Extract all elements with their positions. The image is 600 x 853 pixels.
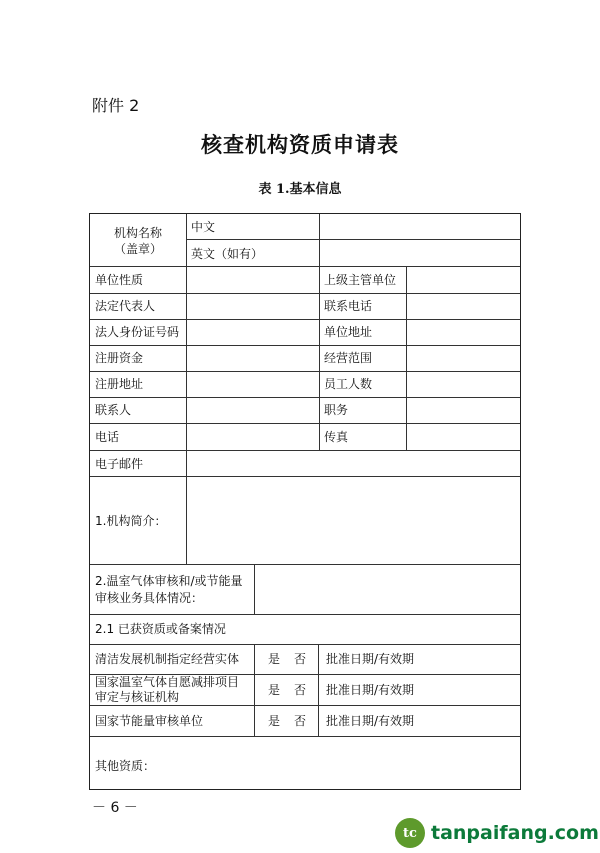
position-label: 职务	[324, 403, 349, 417]
basic-info-form	[89, 213, 521, 790]
qualification-yes: 是	[268, 652, 281, 666]
org-name-label: 机构名称	[113, 226, 162, 240]
col-divider	[186, 214, 187, 266]
attachment-label: 附件 2	[92, 96, 140, 115]
row-divider	[90, 564, 520, 565]
org-name-seal-note: （盖章）	[113, 242, 162, 256]
qualification-date-label: 批准日期/有效期	[326, 652, 415, 666]
row-divider	[90, 705, 520, 706]
name-english-label: 英文（如有）	[191, 247, 264, 261]
row-divider	[90, 476, 520, 477]
qualification-name-line1: 国家温室气体自愿减排项目	[95, 675, 240, 689]
col-divider	[186, 476, 187, 564]
col-divider	[186, 450, 187, 476]
legal-id-label: 法人身份证号码	[95, 325, 180, 339]
registered-capital-label: 注册资金	[95, 351, 144, 365]
other-qualifications-label: 其他资质：	[95, 759, 156, 773]
business-scope-label: 经营范围	[324, 351, 373, 365]
site-logo[interactable]	[395, 818, 599, 848]
qualification-date-label: 批准日期/有效期	[326, 714, 415, 728]
qualification-no: 否	[294, 714, 307, 728]
col-divider	[319, 214, 320, 266]
qualification-name: 国家节能量审核单位	[95, 714, 204, 728]
row-divider	[90, 450, 520, 451]
qualification-name: 清洁发展机制指定经营实体	[95, 652, 240, 666]
page-number: － 6 －	[92, 800, 138, 816]
section-2-1-label: 2.1 已获资质或备案情况	[95, 622, 226, 636]
col-divider	[254, 644, 255, 736]
staff-count-label: 员工人数	[324, 377, 373, 391]
phone-label: 电话	[95, 430, 120, 444]
business-label-line1: 2.温室气体审核和/或节能量	[95, 574, 243, 588]
qualification-yes: 是	[268, 683, 281, 697]
col-divider	[254, 564, 255, 614]
qualification-date-label: 批准日期/有效期	[326, 683, 415, 697]
site-name: tanpaifang.com	[431, 822, 599, 844]
qualification-no: 否	[294, 683, 307, 697]
org-intro-label: 1.机构简介：	[95, 514, 167, 528]
col-divider	[318, 644, 319, 736]
registered-address-label: 注册地址	[95, 377, 144, 391]
row-divider	[90, 293, 520, 294]
row-divider	[90, 644, 520, 645]
contact-phone-label: 联系电话	[324, 299, 373, 313]
row-divider	[90, 371, 520, 372]
unit-nature-label: 单位性质	[95, 273, 144, 287]
contact-person-label: 联系人	[95, 403, 132, 417]
row-divider	[90, 345, 520, 346]
leaf-logo-icon: tc	[395, 818, 425, 848]
row-divider	[90, 614, 520, 615]
col-divider	[406, 266, 407, 450]
business-label-line2: 审核业务具体情况：	[95, 591, 204, 605]
row-divider	[90, 736, 520, 737]
email-label: 电子邮件	[95, 457, 144, 471]
col-divider	[319, 266, 320, 450]
qualification-name-line2: 审定与核证机构	[95, 690, 180, 704]
row-divider	[186, 239, 520, 240]
qualification-yes: 是	[268, 714, 281, 728]
page-title: 核查机构资质申请表	[201, 132, 399, 157]
supervisor-unit-label: 上级主管单位	[324, 273, 397, 287]
row-divider	[90, 319, 520, 320]
col-divider	[186, 266, 187, 450]
unit-address-label: 单位地址	[324, 325, 373, 339]
row-divider	[90, 397, 520, 398]
row-divider	[90, 266, 520, 267]
row-divider	[90, 423, 520, 424]
legal-rep-label: 法定代表人	[95, 299, 156, 313]
qualification-no: 否	[294, 652, 307, 666]
name-chinese-label: 中文	[191, 220, 216, 234]
fax-label: 传真	[324, 430, 349, 444]
table-title: 表 1.基本信息	[258, 182, 342, 197]
